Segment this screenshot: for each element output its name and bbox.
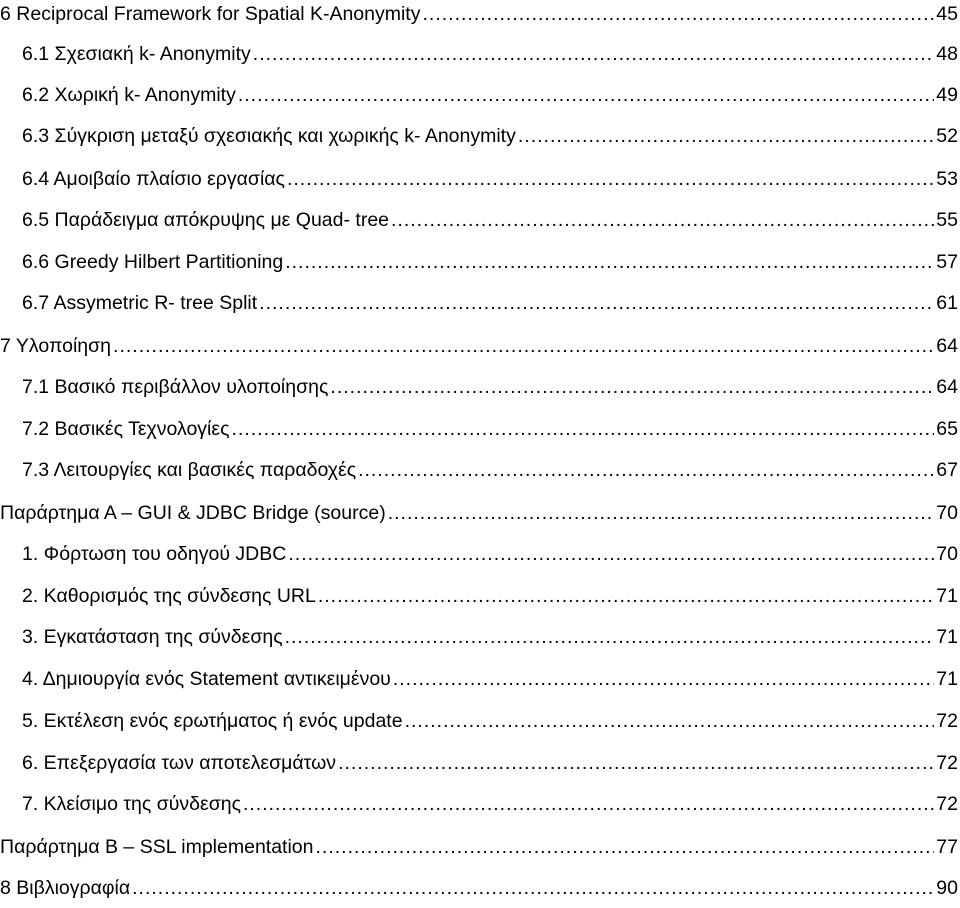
toc-entry-title: 5. Εκτέλεση ενός ερωτήματος ή ενός update <box>22 710 403 732</box>
toc-entry-title: 6.1 Σχεσιακή k- Anonymity <box>22 43 251 65</box>
dot-leader <box>132 868 934 908</box>
toc-entry-page: 70 <box>936 502 958 524</box>
dot-leader <box>388 493 935 533</box>
toc-entry-page: 71 <box>936 668 958 690</box>
toc-entry-title: 6.6 Greedy Hilbert Partitioning <box>22 251 284 273</box>
toc-entry-a-2[interactable] <box>0 576 958 616</box>
toc-entry-page: 71 <box>936 585 958 607</box>
toc-entry-title: 7.2 Βασικές Τεχνολογίες <box>22 418 230 440</box>
dot-leader <box>253 34 935 74</box>
toc-entry-title: Παράρτημα Α – GUI & JDBC Bridge (source) <box>0 502 386 524</box>
toc-entry-title: 6.4 Αμοιβαίο πλαίσιο εργασίας <box>22 168 285 190</box>
toc-entry-title: 7.1 Βασικό περιβάλλον υλοποίησης <box>22 376 329 398</box>
toc-entry-page: 45 <box>936 3 958 25</box>
dot-leader <box>243 784 934 824</box>
dot-leader <box>393 659 934 699</box>
dot-leader <box>318 576 934 616</box>
toc-entry-7-1[interactable] <box>0 367 958 407</box>
toc-entry-6-4[interactable] <box>0 159 958 199</box>
dot-leader <box>330 367 934 407</box>
dot-leader <box>358 450 934 490</box>
dot-leader <box>231 409 934 449</box>
dot-leader <box>391 200 934 240</box>
toc-entry-appendix-b[interactable] <box>0 827 958 867</box>
toc-entry-title: 3. Εγκατάσταση της σύνδεσης <box>22 626 283 648</box>
dot-leader <box>316 827 935 867</box>
toc-entry-page: 57 <box>936 251 958 273</box>
toc-entry-title: 4. Δημιουργία ενός Statement αντικειμένου <box>22 668 391 690</box>
dot-leader <box>259 283 934 323</box>
toc-entry-page: 52 <box>936 125 958 147</box>
dot-leader <box>113 326 934 366</box>
dot-leader <box>285 617 935 657</box>
toc-entry-page: 55 <box>936 209 958 231</box>
toc-entry-6-1[interactable] <box>0 34 958 74</box>
toc-entry-page: 65 <box>936 418 958 440</box>
toc-entry-page: 67 <box>936 459 958 481</box>
dot-leader <box>405 701 935 741</box>
toc-entry-page: 53 <box>936 168 958 190</box>
toc-entry-title: 6. Επεξεργασία των αποτελεσμάτων <box>22 752 337 774</box>
toc-entry-a-4[interactable] <box>0 659 958 699</box>
toc-entry-page: 64 <box>936 335 958 357</box>
toc-entry-title: 6.7 Assymetric R- tree Split <box>22 292 258 314</box>
toc-entry-page: 77 <box>936 836 958 858</box>
toc-entry-a-3[interactable] <box>0 617 958 657</box>
toc-entry-title: 7 Υλοποίηση <box>0 335 112 357</box>
toc-entry-page: 64 <box>936 376 958 398</box>
toc-entry-title: 6 Reciprocal Framework for Spatial K-Anonymity <box>0 3 421 25</box>
toc-entry-7-2[interactable] <box>0 409 958 449</box>
toc-entry-title: Παράρτημα Β – SSL implementation <box>0 836 314 858</box>
toc-entry-page: 72 <box>936 793 958 815</box>
toc-entry-title: 7. Κλείσιμο της σύνδεσης <box>22 793 241 815</box>
toc-entry-appendix-a[interactable] <box>0 493 958 533</box>
dot-leader <box>238 75 934 115</box>
dot-leader <box>518 116 934 156</box>
toc-entry-ch8[interactable] <box>0 868 958 908</box>
dot-leader <box>422 0 934 34</box>
toc-entry-title: 6.5 Παράδειγμα απόκρυψης με Quad- tree <box>22 209 390 231</box>
toc-entry-title: 7.3 Λειτουργίες και βασικές παραδοχές <box>22 459 357 481</box>
toc-entry-a-5[interactable] <box>0 701 958 741</box>
toc-entry-page: 71 <box>936 626 958 648</box>
toc-entry-a-1[interactable] <box>0 534 958 574</box>
toc-entry-page: 61 <box>936 292 958 314</box>
toc-entry-page: 72 <box>936 752 958 774</box>
toc-entry-6-6[interactable] <box>0 242 958 282</box>
toc-entry-6-3[interactable] <box>0 116 958 156</box>
toc-entry-title: 1. Φόρτωση του οδηγού JDBC <box>22 543 287 565</box>
toc-entry-6-7[interactable] <box>0 283 958 323</box>
toc-entry-page: 72 <box>936 710 958 732</box>
toc-entry-title: 6.3 Σύγκριση μεταξύ σχεσιακής και χωρικής k- Anonymity <box>22 125 516 147</box>
dot-leader <box>338 743 934 783</box>
toc-entry-page: 49 <box>936 84 958 106</box>
toc-entry-ch7[interactable] <box>0 326 958 366</box>
toc-entry-6-2[interactable] <box>0 75 958 115</box>
toc-entry-title: 6.2 Χωρική k- Anonymity <box>22 84 236 106</box>
dot-leader <box>285 242 934 282</box>
toc-entry-page: 90 <box>936 877 958 899</box>
dot-leader <box>287 159 934 199</box>
toc-entry-7-3[interactable] <box>0 450 958 490</box>
toc-entry-title: 2. Καθορισμός της σύνδεσης URL <box>22 585 316 607</box>
toc-entry-page: 70 <box>936 543 958 565</box>
toc-entry-page: 48 <box>936 43 958 65</box>
toc-entry-ch6[interactable] <box>0 0 958 34</box>
toc-entry-6-5[interactable] <box>0 200 958 240</box>
toc-entry-title: 8 Βιβλιογραφία <box>0 877 131 899</box>
toc-entry-a-7[interactable] <box>0 784 958 824</box>
dot-leader <box>288 534 934 574</box>
toc-entry-a-6[interactable] <box>0 743 958 783</box>
